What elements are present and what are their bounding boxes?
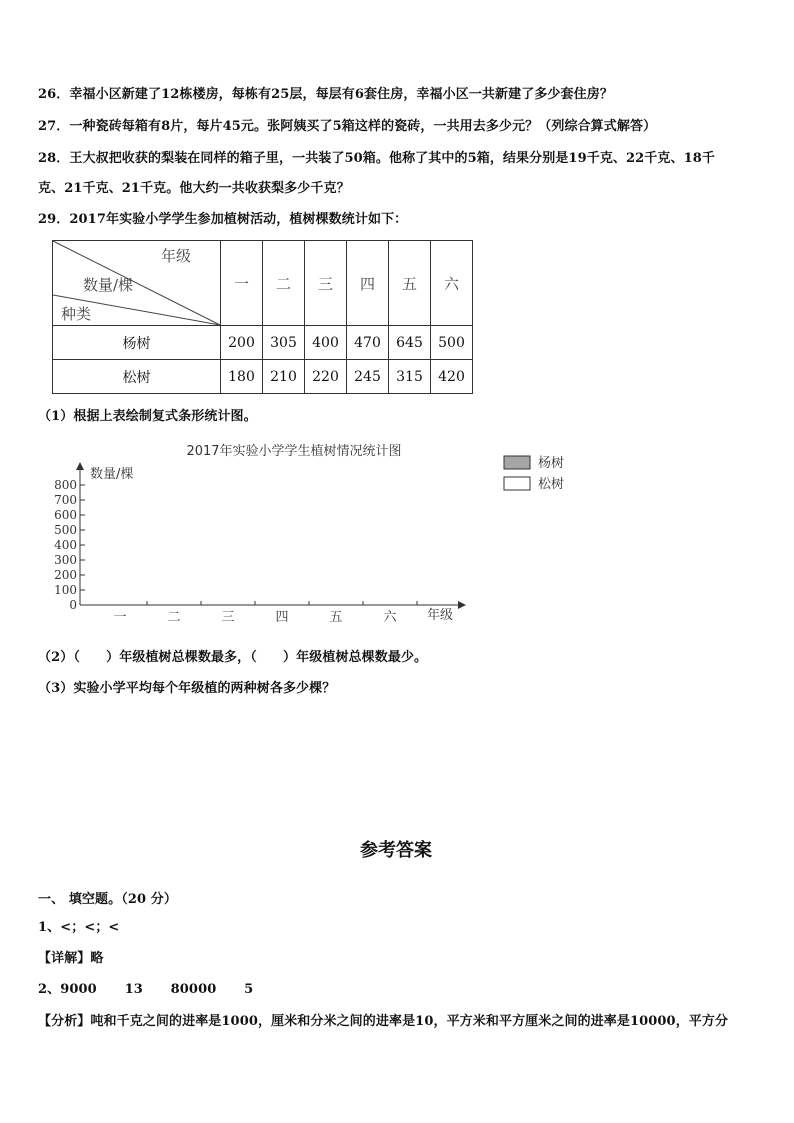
grade-header: 五: [389, 241, 431, 326]
x-tick-label: 二: [167, 610, 181, 625]
question-27: 27．一种瓷砖每箱有8片，每片45元。张阿姨买了5箱这样的瓷砖，一共用去多少元？（列综合算式解答）: [38, 119, 657, 134]
x-axis-label: 年级: [427, 608, 454, 623]
y-tick-label: 400: [54, 538, 77, 552]
table-cell: 420: [431, 360, 473, 394]
x-tick-label: 六: [383, 610, 397, 625]
question-28-line1: 28．王大叔把收获的梨装在同样的箱子里，一共装了50箱。他称了其中的5箱，结果分别是19千克、22千克、18千: [38, 151, 715, 166]
sub-question-3: （3）实验小学平均每个年级植的两种树各多少棵？: [38, 681, 336, 696]
grade-header: 三: [305, 241, 347, 326]
table-cell: 470: [347, 326, 389, 360]
row-label: 杨树: [53, 326, 221, 360]
question-28-line2: 克、21千克、21千克。他大约一共收获梨多少千克？: [38, 181, 350, 196]
table-cell: 400: [305, 326, 347, 360]
grade-header: 四: [347, 241, 389, 326]
y-tick-label: 600: [54, 508, 77, 522]
x-tick-label: 一: [113, 610, 127, 625]
table-row: [53, 326, 473, 360]
chart-title: 2017年实验小学学生植树情况统计图: [186, 444, 402, 459]
sub-question-2: （2）（ ）年级植树总棵数最多，（ ）年级植树总棵数最少。: [38, 650, 428, 665]
answers-title: 参考答案: [360, 840, 432, 861]
answer-1: 1、<；<；<: [38, 920, 120, 935]
table-cell: 645: [389, 326, 431, 360]
y-tick-label: 200: [54, 568, 77, 582]
legend-swatch: [504, 456, 530, 469]
y-tick-label: 100: [54, 583, 77, 597]
x-tick-label: 四: [275, 610, 289, 625]
table-cell: 220: [305, 360, 347, 394]
y-axis-label: 数量/棵: [90, 467, 134, 482]
y-tick-label: 500: [54, 523, 77, 537]
question-26: 26．幸福小区新建了12栋楼房，每栋有25层，每层有6套住房，幸福小区一共新建了多少套住房？: [38, 87, 613, 102]
y-tick-label: 0: [69, 598, 77, 612]
answer-1-detail: 【详解】略: [38, 951, 104, 966]
corner-grade-label: 年级: [161, 247, 192, 265]
table-row: [53, 360, 473, 394]
grade-header: 二: [263, 241, 305, 326]
table-cell: 210: [263, 360, 305, 394]
corner-count-label: 数量/棵: [83, 276, 134, 294]
grade-header: 六: [431, 241, 473, 326]
table-cell: 180: [221, 360, 263, 394]
table-cell: 305: [263, 326, 305, 360]
legend-label: 杨树: [538, 456, 565, 471]
legend-label: 松树: [538, 477, 565, 492]
table-cell: 200: [221, 326, 263, 360]
bar-chart: [54, 436, 598, 632]
answer-2: 2、9000 13 80000 5: [38, 982, 254, 997]
planting-table: [52, 240, 473, 394]
table-corner-header: [53, 241, 221, 326]
x-tick-label: 三: [221, 610, 235, 625]
table-cell: 315: [389, 360, 431, 394]
table-cell: 245: [347, 360, 389, 394]
y-tick-label: 300: [54, 553, 77, 567]
table-cell: 500: [431, 326, 473, 360]
x-tick-label: 五: [329, 610, 343, 625]
answers-section-heading: 一、 填空题。（20 分）: [38, 892, 177, 907]
row-label: 松树: [53, 360, 221, 394]
sub-question-1: （1）根据上表绘制复式条形统计图。: [38, 409, 257, 424]
legend-swatch: [504, 477, 530, 490]
answer-2-analysis: 【分析】吨和千克之间的进率是1000，厘米和分米之间的进率是10，平方米和平方厘米之间的进率是10000，平方分: [38, 1014, 729, 1029]
grade-header: 一: [221, 241, 263, 326]
y-tick-label: 800: [54, 478, 77, 492]
question-29: 29．2017年实验小学学生参加植树活动，植树棵数统计如下：: [38, 212, 408, 227]
y-tick-label: 700: [54, 493, 77, 507]
corner-kind-label: 种类: [61, 305, 92, 323]
